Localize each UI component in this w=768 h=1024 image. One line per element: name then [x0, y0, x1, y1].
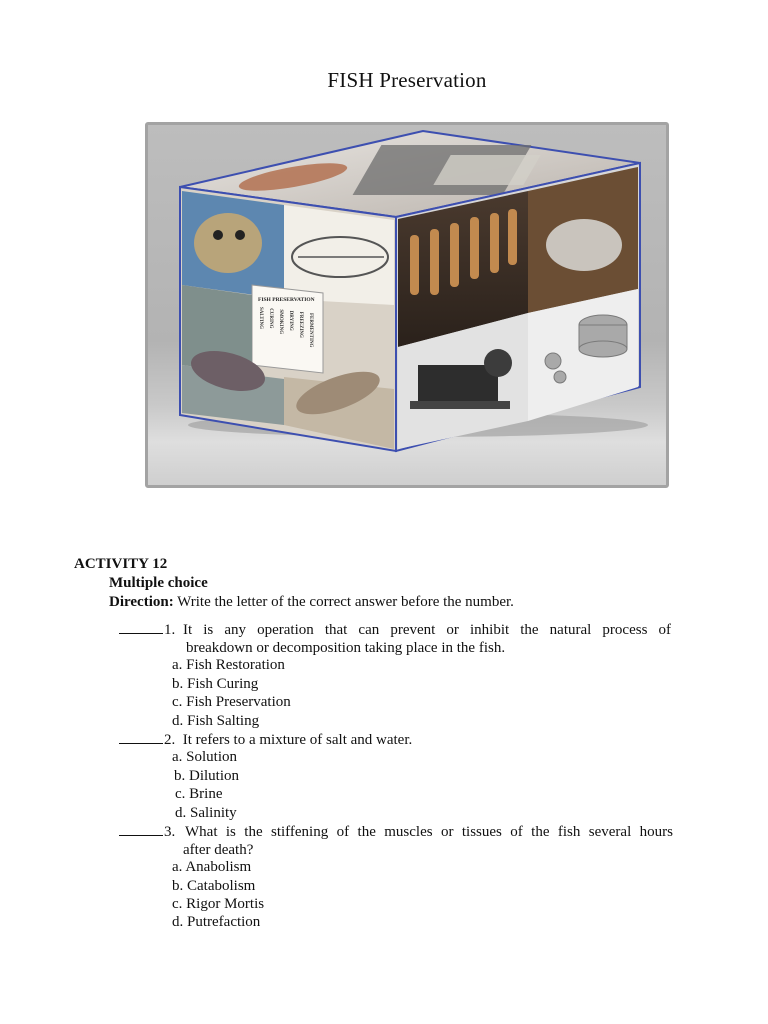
option: b. Dilution — [174, 768, 240, 784]
page-title: FISH Preservation — [327, 68, 487, 92]
label-card-column-6: FERMENTING — [308, 313, 313, 348]
salted-fish-icon — [546, 219, 622, 271]
answer-blank — [119, 823, 163, 836]
answer-blank — [119, 621, 163, 634]
option: c. Fish Preservation — [172, 694, 291, 710]
option: b. Fish Curing — [172, 676, 259, 692]
question-text-line2: after death? — [183, 842, 254, 858]
option: a. Solution — [172, 749, 238, 765]
option: a. Anabolism — [172, 859, 252, 875]
activity-subheading: Multiple choice — [109, 575, 208, 591]
activity-heading: ACTIVITY 12 — [74, 556, 168, 572]
fish-preservation-cube-image — [145, 122, 669, 488]
question-text-line1: It is any operation that can prevent or inhibit the natural process of — [183, 622, 671, 638]
label-card-column-1: SALTING — [258, 307, 263, 330]
question-text-line1: It refers to a mixture of salt and water. — [182, 732, 413, 748]
question-3 — [119, 823, 673, 841]
question-number: 3. — [164, 824, 176, 840]
option: d. Salinity — [175, 805, 237, 821]
label-card-column-2: CURING — [268, 308, 273, 329]
direction-label: Direction: — [109, 594, 174, 610]
question-text-line1: What is the stiffening of the muscles or tissues of the fish several hours — [185, 824, 673, 840]
option: b. Catabolism — [172, 878, 256, 894]
question-number: 2. — [164, 732, 176, 748]
pufferfish-icon — [194, 213, 262, 273]
option: d. Putrefaction — [172, 914, 261, 930]
label-card-title: FISH PRESERVATION — [258, 297, 315, 303]
direction-line — [109, 594, 514, 611]
label-card-column-4: DRYING — [288, 310, 293, 331]
option: c. Brine — [175, 786, 223, 802]
direction-text: Write the letter of the correct answer before the number. — [173, 594, 514, 610]
question-number: 1. — [164, 622, 176, 638]
option: d. Fish Salting — [172, 713, 260, 729]
question-1 — [119, 621, 671, 639]
question-2 — [119, 731, 412, 749]
option: a. Fish Restoration — [172, 657, 285, 673]
label-card-column-5: FREEZING — [298, 311, 303, 338]
option: c. Rigor Mortis — [172, 896, 265, 912]
question-text-line2: breakdown or decomposition taking place in the fish. — [186, 640, 506, 656]
label-card-column-3: SMOKING — [278, 309, 283, 335]
answer-blank — [119, 731, 163, 744]
